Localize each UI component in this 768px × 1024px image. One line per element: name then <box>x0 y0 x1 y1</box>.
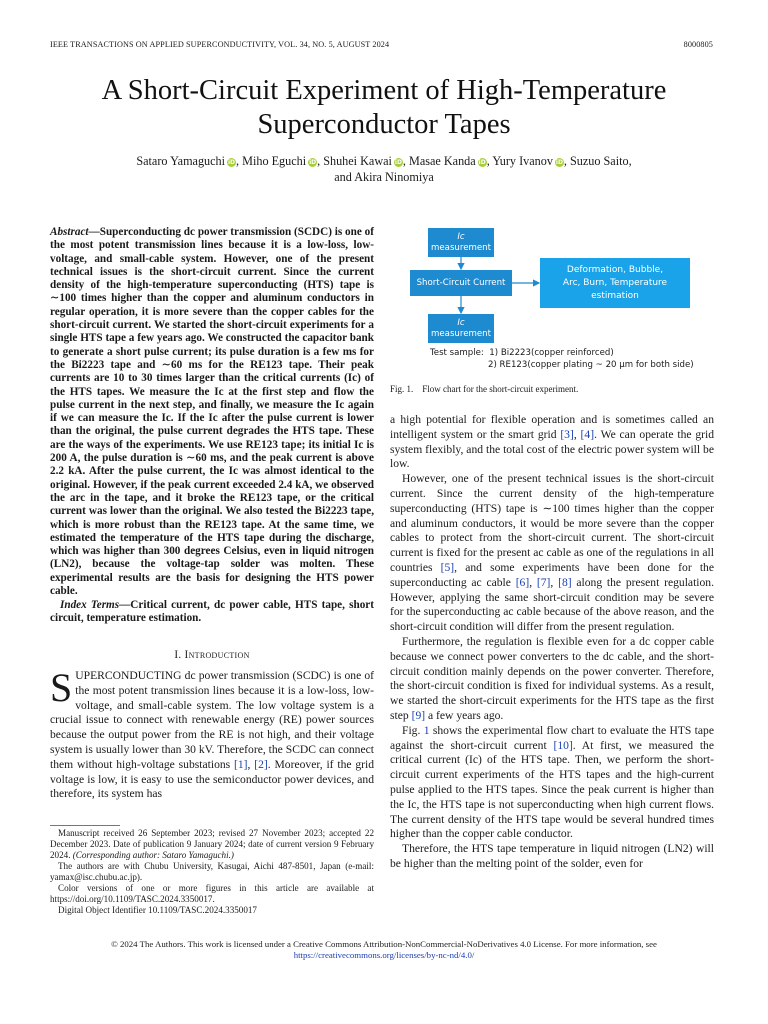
figure-caption <box>390 384 714 394</box>
abstract-text: —Superconducting dc power transmission (SCDC) is one of the most potent transmission lines because it is a low-loss, low-voltage, and small-cable system. However, one of the present technical issues is the short-circuit current. Since the current density of the high-temperature superconducting (HTS) tape is ∼100 times higher than the copper and aluminum conductors in regular operation, it is more severe than the copper cables for the short-circuit current. We started the short-circuit experiments for a single HTS tape a few years ago. We constructed the capacitor bank to generate a short pulse current; its pulse duration is a few ms for the Bi2223 tape and ∼60 ms for the RE123 tape. Their peak currents are 10 to 30 times larger than the critical currents (Ic) of the HTS tapes. We measure the Ic at the first step and flow the pulse current in the next step, and finally, we measure the Ic again if we can measure the Ic. If the Ic after the pulse current is lower than the original, the pulse current degrades the HTS tape. These are the ways of the experiments. We use RE123 tape; its initial Ic is 200 A, the pulse duration is ∼60 ms, and the peak current is above 2.2 kA. After the pulse current, the Ic was almost identical to the original. However, if the peak current exceeded 2.4 kA, we observed the arc in the tape, and it broke the RE123 tape, or the critical current was lower than the original. We also tested the Bi2223 tape, which is more robust than the RE123 tape. At the same time, we estimated the temperature of the HTS tape during the discharge, which was higher than 300 degrees Celsius, even in liquid nitrogen (LN2), because the voltage-tap solder was molten. These experimental results are the basis for designing the HTS power cable. <box>50 226 374 598</box>
flow-chart-figure <box>400 228 700 373</box>
citation-separator: , <box>573 427 581 441</box>
box-label: measurement <box>431 328 491 339</box>
citation-link[interactable]: [7] <box>536 575 551 589</box>
sample-item: 2) RE123(copper plating ~ 20 μm for both side) <box>488 360 694 370</box>
short-circuit-current-box <box>410 270 512 296</box>
footnote-affiliation: The authors are with Chubu University, Kasugai, Aichi 487-8501, Japan (e-mail: yamax@isc.chubu.ac.jp). <box>50 861 374 882</box>
section-heading: I. Introduction <box>174 649 250 661</box>
box-label: Ic <box>457 317 465 328</box>
orcid-icon[interactable]: iD <box>309 159 317 166</box>
citation-link[interactable]: [1] <box>234 757 248 771</box>
paragraph-text: Therefore, the HTS tape temperature in liquid nitrogen (LN2) will be higher than the melting point of the solder, even for <box>390 842 714 870</box>
citation-link[interactable]: [4] <box>580 427 595 441</box>
citation-link[interactable]: [8] <box>558 575 572 589</box>
orcid-icon[interactable]: iD <box>555 159 563 166</box>
paragraph-text: along the present regulation. However, applying the same short-circuit condition may be severe for the superconducting ac cable because of the above reason, and the short-circuit condition will differ from the present regulation. <box>390 575 715 634</box>
intro-caps: UPERCONDUCTING <box>75 669 182 682</box>
paragraph-text: . We can operate the grid system flexibly, and the total cost of the electric power system will be low. <box>390 427 714 471</box>
footnote-rule <box>50 825 120 826</box>
author-name: , Masae Kanda <box>402 154 476 168</box>
drop-cap: S <box>50 665 73 710</box>
deformation-estimation-box <box>540 258 690 308</box>
author-name: , Yury Ivanov <box>486 154 553 168</box>
box-label: Ic <box>457 231 465 242</box>
citation-separator: , <box>529 575 537 589</box>
citation-link[interactable]: [9] <box>411 708 426 722</box>
citation-separator: , <box>550 575 559 589</box>
citation-link[interactable]: [6] <box>515 575 530 589</box>
box-label: Arc, Burn, Temperature estimation <box>562 277 668 301</box>
author-name: Sataro Yamaguchi <box>136 154 226 168</box>
box-label: Short-Circuit Current <box>416 277 506 288</box>
ic-measurement-box-2 <box>428 314 494 343</box>
caption-label: Fig. 1. <box>390 384 414 394</box>
author-name: , Suzuo Saito, <box>563 154 632 168</box>
citation-link[interactable]: [10] <box>553 738 573 752</box>
footnote-dates: Manuscript received 26 September 2023; revised 27 November 2023; accepted 22 December 2023. Date of publication 9 January 2024; date of current version 9 February 2024. <box>50 828 374 860</box>
paper-title <box>40 74 728 142</box>
citation-link[interactable]: [2] <box>254 757 268 771</box>
running-header: IEEE TRANSACTIONS ON APPLIED SUPERCONDUCTIVITY, VOL. 34, NO. 5, AUGUST 2024 <box>50 40 390 49</box>
box-label: Deformation, Bubble, <box>566 264 664 275</box>
abstract <box>50 226 374 598</box>
citation-separator: , <box>247 757 255 771</box>
introduction-text <box>50 665 375 802</box>
index-terms <box>50 599 374 626</box>
title-line-1: A Short-Circuit Experiment of High-Temperature <box>101 75 667 106</box>
intro-text-1: dc power transmission (SCDC) is one of the most potent transmission lines because it is a low-loss, low-voltage, and small-cable system. The low voltage system is a crucial issue to connect with renewable energy (RE) power sources because the output power from the RE is not high, and their voltage system is usually lower than 30 kV. Therefore, the SCDC can connect them without high-voltage substations <box>50 669 374 771</box>
paragraph-text: a few years ago. <box>425 708 504 722</box>
author-name: and Akira Ninomiya <box>334 170 434 184</box>
paragraph-text: Fig. <box>402 723 424 737</box>
author-name: , Miho Eguchi <box>236 154 307 168</box>
orcid-icon[interactable]: iD <box>394 159 402 166</box>
footnote-color: Color versions of one or more figures in this article are available at https://doi.org/10.1109/TASC.2024.3350017. <box>50 883 374 904</box>
citation-link[interactable]: [3] <box>560 427 574 441</box>
citation-link[interactable]: [5] <box>440 560 455 574</box>
paragraph-text: , and some experiments have been done for the superconducting ac cable <box>390 560 714 589</box>
right-column-text <box>390 413 714 872</box>
sample-item: 1) Bi2223(copper reinforced) <box>489 348 614 358</box>
figure-link[interactable]: 1 <box>423 723 430 737</box>
orcid-icon[interactable]: iD <box>228 159 236 166</box>
test-sample-list <box>430 347 694 371</box>
index-terms-lead: Index Terms <box>60 599 120 611</box>
author-list <box>60 153 708 185</box>
box-label: measurement <box>431 242 491 253</box>
index-terms-text: —Critical current, dc power cable, HTS tape, short circuit, temperature estimation. <box>50 599 374 625</box>
footnote-corresponding: (Corresponding author: Sataro Yamaguchi.) <box>72 850 234 860</box>
license-link[interactable]: https://creativecommons.org/licenses/by-nc-nd/4.0/ <box>293 950 475 960</box>
license-line-1: © 2024 The Authors. This work is licensed under a Creative Commons Attribution-NonCommercial-NoDerivatives 4.0 License. For more information, see <box>111 939 657 949</box>
footnote-doi: Digital Object Identifier 10.1109/TASC.2024.3350017 <box>58 905 257 915</box>
license-notice <box>40 939 728 961</box>
paragraph-text: However, one of the present technical issues is the short-circuit current. Since the current density of the high-temperature superconducting (HTS) tape is ∼100 times higher than the copper and aluminum conductors, it would be more severe than the copper cables to protect from the short-circuit current. The short-circuit current is fixed for the present ac cable as one of the regulations in all countries <box>390 472 714 574</box>
abstract-lead: Abstract <box>50 226 89 238</box>
author-name: , Shuhei Kawai <box>317 154 392 168</box>
orcid-icon[interactable]: iD <box>478 159 486 166</box>
ic-measurement-box-1 <box>428 228 494 257</box>
title-line-2: Superconductor Tapes <box>257 109 511 140</box>
sample-label: Test sample: <box>430 348 484 358</box>
paragraph-text: Furthermore, the regulation is flexible even for a dc copper cable because we connect power converters to the dc cable, and the short-circuit condition mainly depends on the power converter. Therefore, the short-circuit condition is fixed for individual systems. As a result, we started the short-circuit experiments for the HTS tape as the first step <box>390 634 714 722</box>
article-number: 8000805 <box>683 40 713 49</box>
footnotes <box>50 828 374 916</box>
caption-text: Flow chart for the short-circuit experiment. <box>422 384 579 394</box>
paragraph-text: a high potential for flexible operation and is sometimes called an intelligent system or the smart grid <box>390 413 714 441</box>
intro-text-2: . Moreover, if the grid voltage is low, it is easy to use the semiconductor power devices, and therefore, its system has <box>50 757 375 801</box>
paragraph-text: . At first, we measured the critical current (Ic) of the HTS tape. Then, we perform the short-circuit current experiments of the HTS tapes and the high-current pulse applied to the HTS tapes. Since the peak current is higher than the Ic, the HTS tape is not superconducting when high current flows. The current density of the HTS tape would be several hundred times higher than the copper cable conductor. <box>390 738 714 841</box>
paragraph-text: shows the experimental flow chart to evaluate the HTS tape against the short-circuit current <box>390 723 714 752</box>
